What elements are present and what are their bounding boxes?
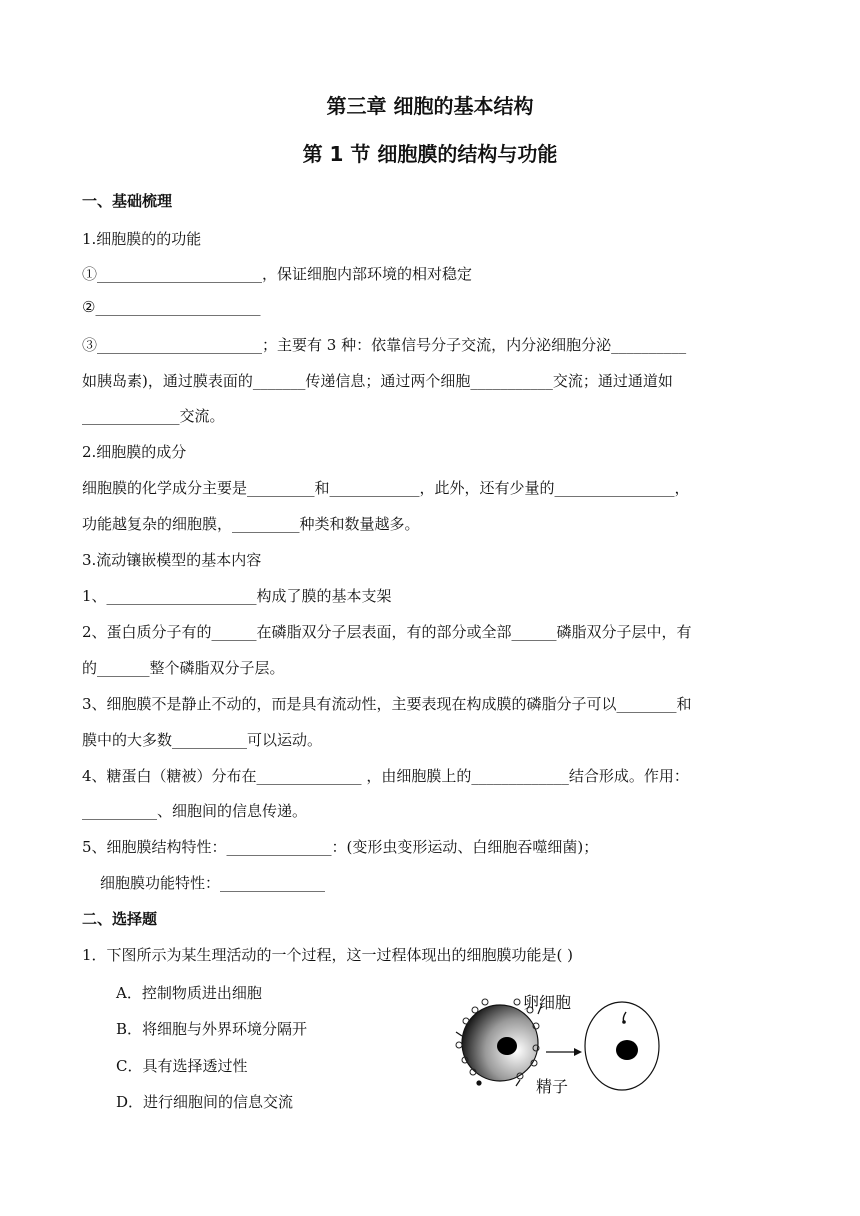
chapter-title: 第三章 细胞的基本结构 <box>326 94 534 118</box>
line-13: 的_______整个磷脂双分子层。 <box>82 659 285 677</box>
line-19: 细胞膜功能特性：______________ <box>100 874 326 892</box>
option-a: A．控制物质进出细胞 <box>116 984 262 1002</box>
line-18: 5、细胞膜结构特性：______________：(变形虫变形运动、白细胞吞噬细菌)； <box>82 838 599 856</box>
option-c: C．具有选择透过性 <box>116 1057 248 1075</box>
egg-label: 卵细胞 <box>523 993 572 1012</box>
line-7: 2.细胞膜的成分 <box>82 443 187 461</box>
sperm-tail <box>456 1032 462 1036</box>
part1-heading: 一、基础梳理 <box>82 192 173 210</box>
line-8: 细胞膜的化学成分主要是_________和____________，此外，还有少量的________________， <box>82 479 690 497</box>
line-4: ③______________________；主要有 3 种：依靠信号分子交流，内分泌细胞分泌__________ <box>82 336 687 354</box>
line-2: ①______________________，保证细胞内部环境的相对稳定 <box>82 265 473 283</box>
option-d: D．进行细胞间的信息交流 <box>116 1093 294 1111</box>
line-15: 膜中的大多数__________可以运动。 <box>82 731 323 749</box>
zygote-nucleus <box>616 1040 638 1060</box>
egg-nucleus <box>497 1037 517 1055</box>
section-title: 第 1 节 细胞膜的结构与功能 <box>302 142 558 166</box>
line-12: 2、蛋白质分子有的______在磷脂双分子层表面，有的部分或全部______磷脂双分子层中，有 <box>82 623 692 641</box>
line-11: 1、____________________构成了膜的基本支架 <box>82 587 392 605</box>
line-3: ②______________________ <box>82 298 261 316</box>
line-17: __________、细胞间的信息传递。 <box>82 802 308 820</box>
line-6: _____________交流。 <box>82 407 225 425</box>
line-10: 3.流动镶嵌模型的基本内容 <box>82 551 262 569</box>
line-14: 3、细胞膜不是静止不动的，而是具有流动性，主要表现在构成膜的磷脂分子可以________和 <box>82 695 692 713</box>
zygote-sperm-head <box>622 1020 626 1024</box>
line-1: 1.细胞膜的的功能 <box>82 230 202 248</box>
sperm-tail <box>516 1080 520 1086</box>
sperm-head <box>477 1081 481 1085</box>
option-b: B．将细胞与外界环境分隔开 <box>116 1020 308 1038</box>
question-1: 1．下图所示为某生理活动的一个过程，这一过程体现出的细胞膜功能是( ) <box>82 946 574 964</box>
line-5: 如胰岛素)，通过膜表面的_______传递信息；通过两个细胞___________交流；通过通道如 <box>82 372 673 390</box>
sperm-label: 精子 <box>536 1077 569 1096</box>
part2-heading: 二、选择题 <box>82 910 158 928</box>
line-16: 4、糖蛋白（糖被）分布在______________ ，由细胞膜上的_____________结合形成。作用： <box>82 767 689 785</box>
line-9: 功能越复杂的细胞膜，_________种类和数量越多。 <box>82 515 420 533</box>
arrow-head <box>574 1048 582 1056</box>
